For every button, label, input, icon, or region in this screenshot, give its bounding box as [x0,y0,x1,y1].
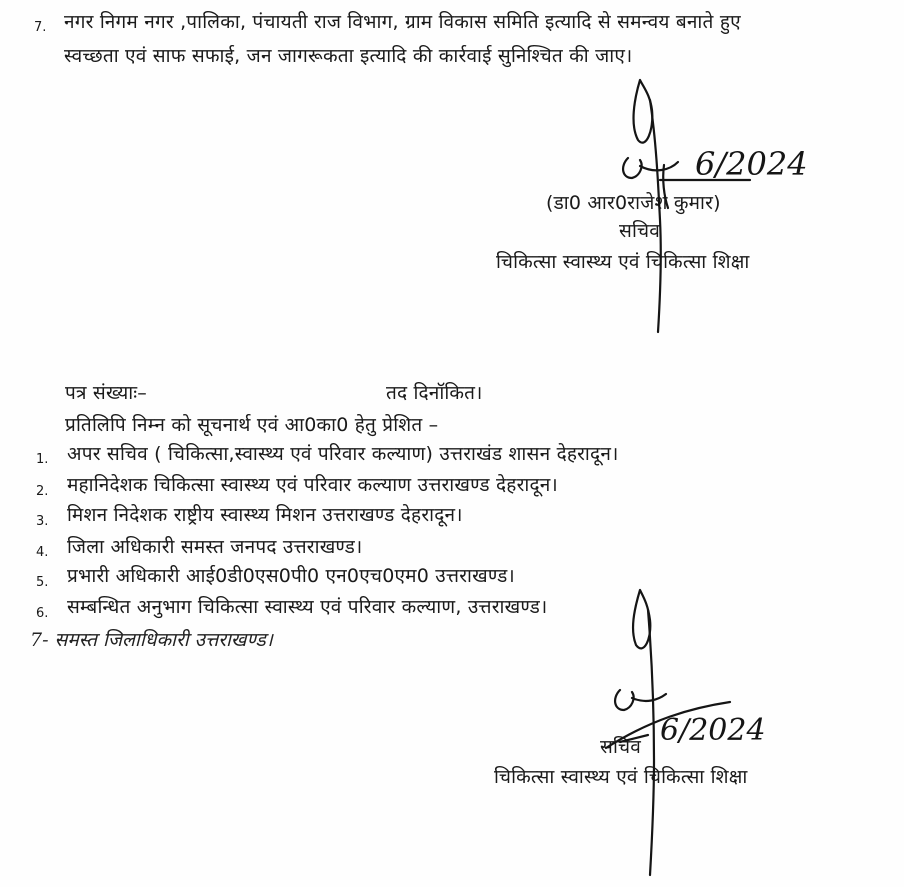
point-number: 7. [34,20,47,35]
list-item-number: 2. [36,484,49,499]
point7-line2: स्वच्छता एवं साफ सफाई, जन जागरूकता इत्यादि की कार्रवाई सुनिश्चित की जाए। [64,45,633,67]
letter-number-label: पत्र संख्याः– [65,382,147,404]
copy-to-intro: प्रतिलिपि निम्न को सूचनार्थ एवं आ0का0 हेतु प्रेशित – [65,414,439,436]
list-item: मिशन निदेशक राष्ट्रीय स्वास्थ्य मिशन उत्तराखण्ड देहरादून। [67,504,463,526]
list-item-number: 1. [36,452,49,467]
signature-2-date: 6/2024 [660,713,766,748]
signatory-designation-2: सचिव [600,736,641,758]
list-item-number: 5. [36,575,49,590]
signature-1 [600,70,808,340]
signatory-designation: सचिव [619,220,660,242]
signatory-department: चिकित्सा स्वास्थ्य एवं चिकित्सा शिक्षा [496,251,750,273]
signatory-department-2: चिकित्सा स्वास्थ्य एवं चिकित्सा शिक्षा [494,766,748,788]
signatory-name: (डा0 आर0राजेश कुमार) [546,192,721,214]
list-item-number: 6. [36,606,49,621]
signature-1-date: 6/2024 [695,145,808,183]
list-item: महानिदेशक चिकित्सा स्वास्थ्य एवं परिवार कल्याण उत्तराखण्ड देहरादून। [67,474,558,496]
signature-2 [560,590,766,880]
list-item: प्रभारी अधिकारी आई0डी0एस0पी0 एन0एच0एम0 उत्तराखण्ड। [67,565,515,587]
point7-line1: नगर निगम नगर ,पालिका, पंचायती राज विभाग, ग्राम विकास समिति इत्यादि से समन्वय बनाते हुए [64,11,741,33]
list-item: जिला अधिकारी समस्त जनपद उत्तराखण्ड। [67,536,363,558]
handwritten-list-item: 7- समस्त जिलाधिकारी उत्तराखण्ड। [30,629,273,651]
list-item: सम्बन्धित अनुभाग चिकित्सा स्वास्थ्य एवं परिवार कल्याण, उत्तराखण्ड। [67,596,548,618]
list-item: अपर सचिव ( चिकित्सा,स्वास्थ्य एवं परिवार कल्याण) उत्तराखंड शासन देहरादून। [67,443,619,465]
list-item-number: 4. [36,545,49,560]
list-item-number: 3. [36,514,49,529]
letter-dated: तद दिनॉकित। [386,382,483,404]
